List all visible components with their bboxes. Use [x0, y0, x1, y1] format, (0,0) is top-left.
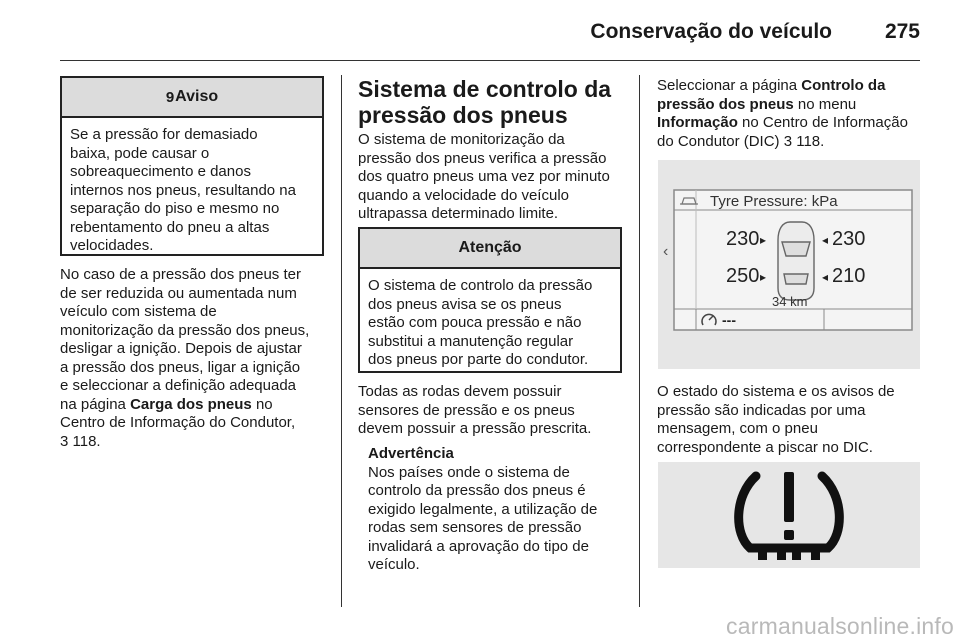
- section-title-line: pressão dos pneus: [358, 102, 568, 128]
- warning-icon: 9: [165, 88, 175, 106]
- text-line: desligar a ignição. Depois de ajustar: [60, 340, 302, 357]
- caution-line: substitui a manutenção regular: [368, 332, 574, 350]
- dic-tire-pressure-display: [658, 160, 920, 369]
- note-line: veículo.: [368, 556, 420, 573]
- text-line: [60, 396, 335, 415]
- text-line: monitorização da pressão dos pneus,: [60, 321, 310, 339]
- car-top-view-icon: [778, 222, 814, 300]
- text-span: no menu: [793, 95, 857, 113]
- text-span: no: [251, 395, 273, 413]
- tpms-warning-illustration: [658, 462, 920, 568]
- warning-box: [60, 76, 324, 256]
- warning-line: separação do piso e mesmo no: [70, 200, 280, 217]
- tire-pressure-adjust-paragraph: [60, 266, 335, 451]
- text-line: [657, 77, 927, 96]
- menu-reference: pressão dos pneus: [657, 95, 794, 113]
- column-divider-1: [341, 75, 342, 607]
- caution-box-text: [360, 269, 620, 376]
- caution-box-header: [360, 229, 620, 269]
- warning-box-text: [62, 118, 322, 262]
- page-number: 275: [884, 20, 920, 43]
- page-reference: 3 118.: [60, 432, 101, 450]
- select-page-paragraph: [657, 77, 927, 151]
- text-line: e seleccionar a definição adequada: [60, 377, 297, 394]
- note-line: exigido legalmente, a utilização de: [368, 500, 598, 518]
- text-line: [657, 114, 927, 133]
- menu-reference: Carga dos pneus: [130, 395, 252, 413]
- text-span: Seleccionar a página: [657, 77, 802, 94]
- text-line: [657, 96, 927, 115]
- warning-line: sobreaquecimento e danos: [70, 163, 251, 180]
- text-line: de ser reduzida ou aumentada num: [60, 284, 297, 302]
- note-title: Advertência: [368, 445, 454, 462]
- column-divider-2: [639, 75, 640, 607]
- page-title: Conservação do veículo: [590, 20, 832, 43]
- caution-box: [358, 227, 622, 373]
- page-header: [60, 18, 920, 48]
- text-line: O estado do sistema e os avisos de: [657, 383, 895, 400]
- display-title: Tyre Pressure: kPa: [710, 193, 838, 210]
- warning-box-header: [62, 78, 322, 118]
- tire-front-left-value: 230: [726, 228, 760, 250]
- page-reference: do Condutor (DIC) 3 118.: [657, 132, 825, 150]
- text-line: mensagem, com o pneu: [657, 420, 818, 437]
- header-rule: [60, 60, 920, 61]
- text-line: Centro de Informação do Condutor,: [60, 414, 296, 431]
- tire-rear-right-value: 210: [832, 265, 866, 287]
- text-line: a pressão dos pneus, ligar a ignição: [60, 358, 301, 376]
- note-line: invalidará a aprovação do tipo de: [368, 537, 589, 555]
- text-line: ultrapassa determinado limite.: [358, 205, 559, 222]
- caution-line: dos pneus por parte do condutor.: [368, 351, 589, 368]
- text-line: pressão dos pneus verifica a pressão: [358, 149, 607, 167]
- text-line: No caso de a pressão dos pneus ter: [60, 266, 301, 283]
- text-line: dos quatro pneus uma vez por minuto: [358, 168, 610, 185]
- warning-line: velocidades.: [70, 237, 154, 254]
- tire-rear-left-value: 250: [726, 265, 760, 287]
- caution-line: dos pneus avisa se os pneus: [368, 295, 562, 313]
- text-span: no Centro de Informação: [737, 114, 908, 131]
- note-line: Nos países onde o sistema de: [368, 463, 570, 481]
- text-line: correspondente a piscar no DIC.: [657, 438, 873, 456]
- gauge-value: ---: [722, 312, 736, 328]
- text-line: Todas as rodas devem possuir: [358, 383, 562, 400]
- tpms-warning-icon: [658, 462, 920, 568]
- text-line: pressão são indicadas por uma: [657, 401, 866, 419]
- warning-box-title: Aviso: [175, 88, 219, 105]
- warning-line: Se a pressão for demasiado: [70, 126, 258, 143]
- text-line: devem possuir a pressão prescrita.: [358, 420, 592, 437]
- arrow-right-icon: ▸: [760, 270, 767, 284]
- arrow-right-icon: ▸: [760, 233, 767, 247]
- menu-reference: Informação: [657, 114, 738, 131]
- watermark: carmanualsonline.info: [726, 613, 954, 639]
- warning-line: internos nos pneus, resultando na: [70, 181, 296, 199]
- note-line: rodas sem sensores de pressão: [368, 519, 582, 536]
- arrow-left-icon: ◂: [822, 233, 829, 247]
- section-title: [358, 76, 611, 128]
- arrow-left-icon: ◂: [822, 270, 829, 284]
- text-line: veículo com sistema de: [60, 303, 217, 320]
- note-line: controlo da pressão dos pneus é: [368, 482, 586, 499]
- intro-paragraph: [358, 131, 628, 224]
- tire-front-right-value: 230: [832, 228, 866, 250]
- text-line: sensores de pressão e os pneus: [358, 401, 575, 419]
- note-block: [368, 445, 630, 575]
- chevron-left-icon: ‹: [663, 243, 669, 260]
- text-span: na página: [60, 395, 131, 413]
- status-paragraph: [657, 383, 927, 457]
- warning-line: baixa, pode causar o: [70, 144, 210, 162]
- caution-line: estão com pouca pressão e não: [368, 314, 582, 331]
- distance-value: 34 km: [772, 294, 808, 309]
- dic-display-graphic: [658, 160, 920, 369]
- menu-reference: Controlo da: [801, 77, 886, 94]
- text-line: O sistema de monitorização da: [358, 131, 565, 148]
- wheels-paragraph: [358, 383, 628, 439]
- caution-line: O sistema de controlo da pressão: [368, 277, 593, 294]
- section-title-line: Sistema de controlo da: [358, 76, 612, 102]
- text-line: quando a velocidade do veículo: [358, 186, 569, 204]
- caution-box-title: Atenção: [458, 239, 522, 256]
- warning-line: rebentamento do pneu a altas: [70, 218, 270, 236]
